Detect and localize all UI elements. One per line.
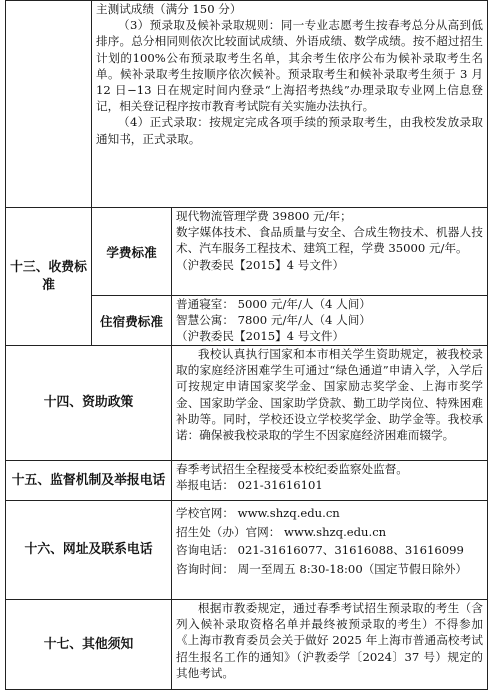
admission-label-cell bbox=[6, 1, 92, 208]
lodging-cell bbox=[172, 296, 488, 346]
office-website-line bbox=[176, 523, 483, 542]
admissions-table bbox=[5, 0, 488, 690]
section-other-label: 十七、其他须知 bbox=[6, 600, 172, 690]
supervision-line-2: 举报电话： 021-31616101 bbox=[176, 478, 323, 493]
tuition-line-1: 现代物流管理学费 39800 元/年； bbox=[176, 209, 352, 223]
aid-text: 我校认真执行国家和本市相关学生资助规定，被我校录取的家庭经济困难学生可通过“绿色通道”申请入学，入学后可按规定申请国家奖学金、国家励志奖学金、上海市奖学金、国家助学金、国家助学贷款、勤工助学岗位、特殊困难补助等。同时，学校还设立学校奖学金、助学金等。我校承诺：确保被我校录取的学生不因家庭经济困难而辍学。 bbox=[176, 347, 484, 443]
contact-cell bbox=[172, 501, 488, 600]
school-website-line bbox=[176, 504, 483, 523]
supervision-cell bbox=[172, 461, 488, 501]
row-contact bbox=[6, 501, 488, 600]
row-admission-rules bbox=[6, 1, 488, 208]
lodging-line-1: 普通寝室： 5000 元/年/人（4 人间） bbox=[176, 297, 371, 311]
admission-rules-cell bbox=[92, 1, 488, 208]
school-website-label: 学校官网： bbox=[176, 506, 234, 520]
phone-label: 咨询电话： bbox=[176, 543, 234, 557]
section-aid-label: 十四、资助政策 bbox=[6, 346, 172, 461]
school-website-link[interactable]: www.shzq.edu.cn bbox=[237, 506, 340, 520]
lodging-line-2: 智慧公寓： 7800 元/年/人（4 人间） bbox=[176, 313, 371, 328]
office-website-link[interactable]: www.shzq.edu.cn bbox=[284, 524, 387, 539]
formal-admission-rule: （4）正式录取：按规定完成各项手续的预录取考生，由我校发放录取通知书，正式录取。 bbox=[96, 115, 484, 146]
lodging-doc: （沪教委民【2015】4 号文件） bbox=[176, 329, 345, 344]
aid-cell bbox=[172, 346, 488, 461]
other-text: 根据市教委规定，通过春季考试招生预录取的考生（含列入候补录取资格名单并最终被预录取的考生）不得参加《上海市教育委员会关于做好 2025 年上海市普通高校考试招生报名工作的通知》（沪教委学〔2024〕37 号）规定的其他考试。 bbox=[176, 601, 484, 680]
section-contact-label: 十六、网址及联系电话 bbox=[6, 501, 172, 600]
pre-admission-rule: （3）预录取及候补录取规则：同一专业志愿考生按春考总分从高到低排序。总分相同则依次比较面试成绩、外语成绩、数学成绩。按不超过招生计划的100%公布预录取考生名单，其余考生依序公布为候补录取考生名单。候补录取考生按顺序依次候补。预录取考生和候补录取考生须于 3 月 12 日−13 日在规定时间内登录“上海招考热线”办理录取专业网上信息登记，相关登记程序按市教育考试院有关实施办法执行。 bbox=[96, 18, 484, 114]
tuition-label: 学费标准 bbox=[92, 208, 172, 296]
row-supervision bbox=[6, 461, 488, 501]
hours-value: 周一至周五 8:30-18:00（国定节假日除外） bbox=[237, 561, 468, 576]
lodging-label: 住宿费标准 bbox=[92, 296, 172, 346]
phone-line bbox=[176, 541, 483, 560]
admission-score-line: 主测试成绩（满分 150 分） bbox=[96, 2, 242, 16]
section-fees-label: 十三、收费标准 bbox=[6, 208, 92, 346]
phone-numbers: 021-31616077、31616088、31616099 bbox=[237, 543, 464, 557]
tuition-line-2: 数字媒体技术、食品质量与安全、合成生物技术、机器人技术、汽车服务工程技术、建筑工程，学费 35000 元/年。 bbox=[176, 225, 484, 256]
section-supervision-label: 十五、监督机制及举报电话 bbox=[6, 461, 172, 501]
tuition-doc: （沪教委民【2015】4 号文件） bbox=[176, 257, 345, 272]
hours-label: 咨询时间： bbox=[176, 561, 234, 576]
row-other bbox=[6, 600, 488, 690]
supervision-line-1: 春季考试招生全程接受本校纪委监察处监督。 bbox=[176, 462, 408, 476]
office-website-label: 招生处（办）官网： bbox=[176, 524, 281, 539]
row-tuition bbox=[6, 208, 488, 296]
other-cell bbox=[172, 600, 488, 690]
row-aid bbox=[6, 346, 488, 461]
tuition-cell bbox=[172, 208, 488, 296]
hours-line bbox=[176, 560, 483, 579]
